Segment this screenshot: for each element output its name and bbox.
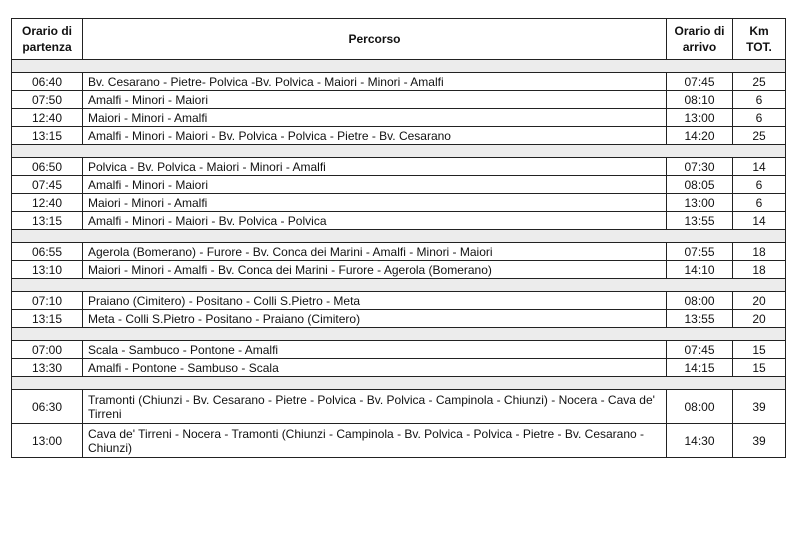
arrival-time-cell: 13:00 bbox=[667, 194, 733, 212]
km-total-cell: 18 bbox=[733, 243, 786, 261]
arrival-time-cell: 07:45 bbox=[667, 341, 733, 359]
km-total-cell: 15 bbox=[733, 341, 786, 359]
table-row bbox=[12, 109, 786, 127]
km-total-cell: 6 bbox=[733, 109, 786, 127]
arrival-time-cell: 14:10 bbox=[667, 261, 733, 279]
header-departure: Orario di partenza bbox=[12, 19, 83, 60]
km-total-cell: 6 bbox=[733, 176, 786, 194]
table-row bbox=[12, 310, 786, 328]
departure-time-cell: 07:00 bbox=[12, 341, 83, 359]
arrival-time-cell: 07:45 bbox=[667, 73, 733, 91]
km-total-cell: 39 bbox=[733, 390, 786, 424]
departure-time-cell: 07:10 bbox=[12, 292, 83, 310]
table-row bbox=[12, 212, 786, 230]
km-total-cell: 20 bbox=[733, 292, 786, 310]
header-route: Percorso bbox=[83, 19, 667, 60]
table-row bbox=[12, 424, 786, 458]
departure-time-cell: 06:50 bbox=[12, 158, 83, 176]
route-cell: Cava de' Tirreni - Nocera - Tramonti (Chiunzi - Campinola - Bv. Polvica - Polvica - Pietre - Bv. Cesarano - Chiunzi) bbox=[83, 424, 667, 458]
departure-time-cell: 07:45 bbox=[12, 176, 83, 194]
km-total-cell: 15 bbox=[733, 359, 786, 377]
separator-cell bbox=[12, 145, 786, 158]
km-total-cell: 20 bbox=[733, 310, 786, 328]
route-cell: Bv. Cesarano - Pietre- Polvica -Bv. Polvica - Maiori - Minori - Amalfi bbox=[83, 73, 667, 91]
departure-time-cell: 13:15 bbox=[12, 310, 83, 328]
route-cell: Amalfi - Minori - Maiori bbox=[83, 176, 667, 194]
departure-time-cell: 13:30 bbox=[12, 359, 83, 377]
km-total-cell: 14 bbox=[733, 212, 786, 230]
table-row bbox=[12, 243, 786, 261]
group-separator bbox=[12, 145, 786, 158]
separator-cell bbox=[12, 60, 786, 73]
header-row bbox=[12, 19, 786, 60]
km-total-cell: 25 bbox=[733, 73, 786, 91]
table-row bbox=[12, 341, 786, 359]
route-cell: Maiori - Minori - Amalfi bbox=[83, 109, 667, 127]
departure-time-cell: 06:55 bbox=[12, 243, 83, 261]
departure-time-cell: 13:00 bbox=[12, 424, 83, 458]
route-cell: Scala - Sambuco - Pontone - Amalfi bbox=[83, 341, 667, 359]
table-row bbox=[12, 359, 786, 377]
route-cell: Amalfi - Minori - Maiori bbox=[83, 91, 667, 109]
km-total-cell: 39 bbox=[733, 424, 786, 458]
table-row bbox=[12, 176, 786, 194]
departure-time-cell: 07:50 bbox=[12, 91, 83, 109]
separator-cell bbox=[12, 279, 786, 292]
departure-time-cell: 12:40 bbox=[12, 194, 83, 212]
separator-cell bbox=[12, 328, 786, 341]
table-row bbox=[12, 127, 786, 145]
km-total-cell: 18 bbox=[733, 261, 786, 279]
separator-cell bbox=[12, 230, 786, 243]
arrival-time-cell: 14:20 bbox=[667, 127, 733, 145]
header-km: Km TOT. bbox=[733, 19, 786, 60]
arrival-time-cell: 08:05 bbox=[667, 176, 733, 194]
separator-cell bbox=[12, 377, 786, 390]
arrival-time-cell: 07:55 bbox=[667, 243, 733, 261]
km-total-cell: 25 bbox=[733, 127, 786, 145]
group-separator bbox=[12, 279, 786, 292]
km-total-cell: 6 bbox=[733, 91, 786, 109]
route-cell: Amalfi - Pontone - Sambuso - Scala bbox=[83, 359, 667, 377]
km-total-cell: 6 bbox=[733, 194, 786, 212]
departure-time-cell: 12:40 bbox=[12, 109, 83, 127]
route-cell: Amalfi - Minori - Maiori - Bv. Polvica - Polvica bbox=[83, 212, 667, 230]
table-row bbox=[12, 73, 786, 91]
group-separator bbox=[12, 377, 786, 390]
route-cell: Polvica - Bv. Polvica - Maiori - Minori - Amalfi bbox=[83, 158, 667, 176]
arrival-time-cell: 08:00 bbox=[667, 390, 733, 424]
table-row bbox=[12, 158, 786, 176]
departure-time-cell: 06:40 bbox=[12, 73, 83, 91]
departure-time-cell: 13:15 bbox=[12, 212, 83, 230]
route-cell: Maiori - Minori - Amalfi - Bv. Conca dei Marini - Furore - Agerola (Bomerano) bbox=[83, 261, 667, 279]
header-arrival: Orario di arrivo bbox=[667, 19, 733, 60]
route-cell: Agerola (Bomerano) - Furore - Bv. Conca dei Marini - Amalfi - Minori - Maiori bbox=[83, 243, 667, 261]
group-separator bbox=[12, 328, 786, 341]
arrival-time-cell: 13:55 bbox=[667, 212, 733, 230]
table-row bbox=[12, 194, 786, 212]
arrival-time-cell: 13:55 bbox=[667, 310, 733, 328]
route-cell: Praiano (Cimitero) - Positano - Colli S.Pietro - Meta bbox=[83, 292, 667, 310]
arrival-time-cell: 13:00 bbox=[667, 109, 733, 127]
table-row bbox=[12, 390, 786, 424]
group-separator bbox=[12, 60, 786, 73]
route-cell: Amalfi - Minori - Maiori - Bv. Polvica - Polvica - Pietre - Bv. Cesarano bbox=[83, 127, 667, 145]
arrival-time-cell: 08:00 bbox=[667, 292, 733, 310]
arrival-time-cell: 08:10 bbox=[667, 91, 733, 109]
table-row bbox=[12, 261, 786, 279]
arrival-time-cell: 14:30 bbox=[667, 424, 733, 458]
route-cell: Maiori - Minori - Amalfi bbox=[83, 194, 667, 212]
arrival-time-cell: 07:30 bbox=[667, 158, 733, 176]
departure-time-cell: 06:30 bbox=[12, 390, 83, 424]
departure-time-cell: 13:15 bbox=[12, 127, 83, 145]
route-cell: Tramonti (Chiunzi - Bv. Cesarano - Pietre - Polvica - Bv. Polvica - Campinola - Chiunzi) - Nocera - Cava de' Tirreni bbox=[83, 390, 667, 424]
table-row bbox=[12, 292, 786, 310]
arrival-time-cell: 14:15 bbox=[667, 359, 733, 377]
schedule-table bbox=[11, 18, 786, 458]
group-separator bbox=[12, 230, 786, 243]
schedule-body bbox=[12, 60, 786, 458]
departure-time-cell: 13:10 bbox=[12, 261, 83, 279]
route-cell: Meta - Colli S.Pietro - Positano - Praiano (Cimitero) bbox=[83, 310, 667, 328]
km-total-cell: 14 bbox=[733, 158, 786, 176]
table-row bbox=[12, 91, 786, 109]
